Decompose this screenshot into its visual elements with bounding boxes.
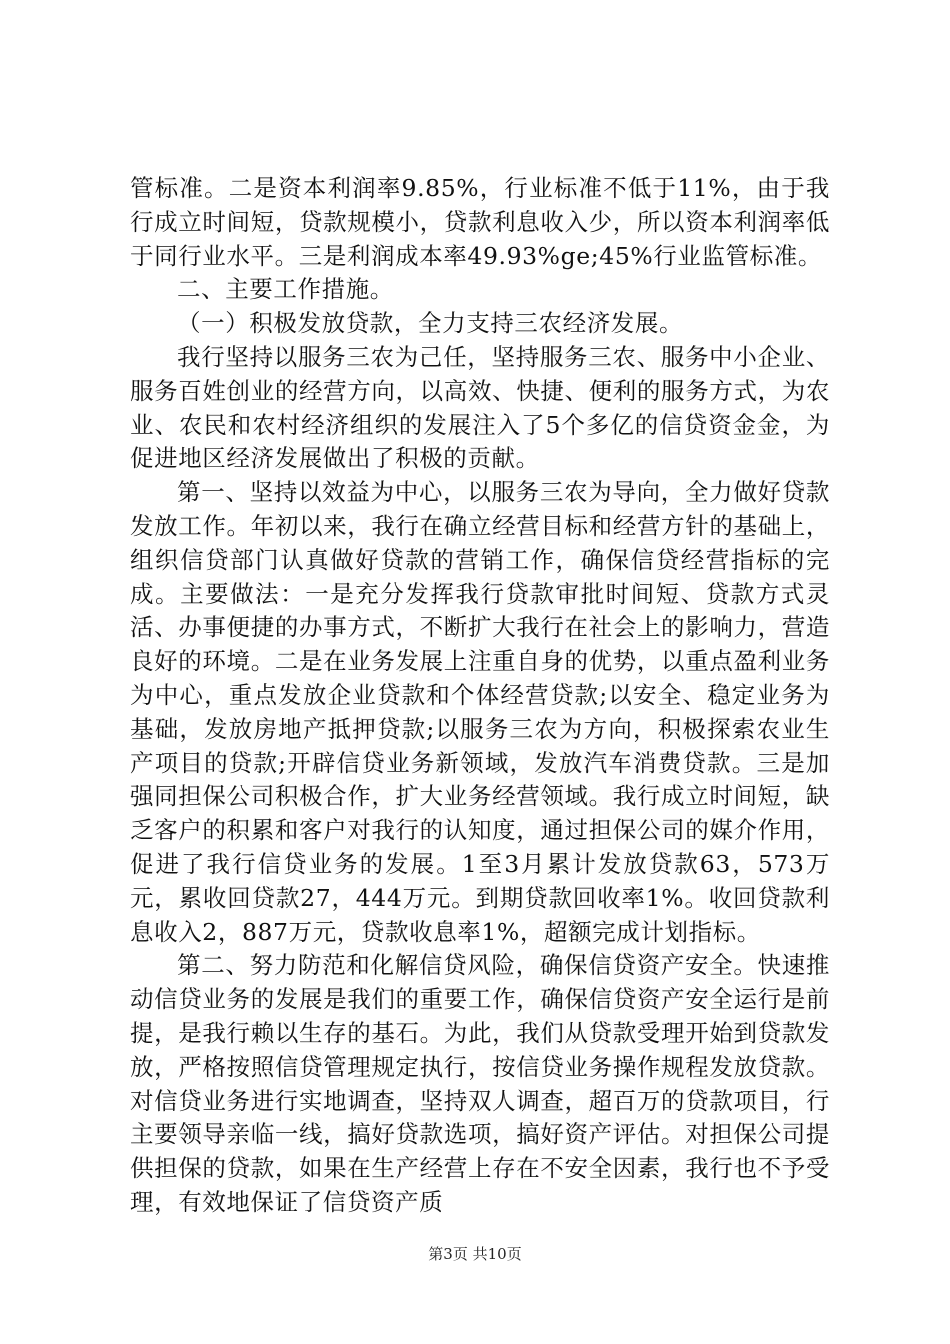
- paragraph-serve-agriculture: 我行坚持以服务三农为己任，坚持服务三农、服务中小企业、服务百姓创业的经营方向，以高效、快捷、便利的服务方式，为农业、农民和农村经济组织的发展注入了5个多亿的信贷资金金，为促进地区经济发展做出了积极的贡献。: [130, 342, 830, 473]
- subheading-loans: （一）积极发放贷款，全力支持三农经济发展。: [177, 309, 684, 338]
- heading-main-measures: 二、主要工作措施。: [177, 275, 394, 304]
- paragraph-capital-profit: 管标准。二是资本利润率9.85%，行业标准不低于11%，由于我行成立时间短，贷款规模小，贷款利息收入少，所以资本利润率低于同行业水平。三是利润成本率49.93%ge;45%行业监管标准。: [130, 174, 830, 270]
- page-number-footer: 第3页 共10页: [428, 1245, 522, 1263]
- paragraph-first-point: 第一、坚持以效益为中心，以服务三农为导向，全力做好贷款发放工作。年初以来，我行在确立经营目标和经营方针的基础上，组织信贷部门认真做好贷款的营销工作，确保信贷经营指标的完成。主要做法：一是充分发挥我行贷款审批时间短、贷款方式灵活、办事便捷的办事方式，不断扩大我行在社会上的影响力，营造良好的环境。二是在业务发展上注重自身的优势，以重点盈利业务为中心，重点发放企业贷款和个体经营贷款;以安全、稳定业务为基础，发放房地产抵押贷款;以服务三农为方向，积极探索农业生产项目的贷款;开辟信贷业务新领域，发放汽车消费贷款。三是加强同担保公司积极合作，扩大业务经营领域。我行成立时间短，缺乏客户的积累和客户对我行的认知度，通过担保公司的媒介作用，促进了我行信贷业务的发展。1至3月累计发放贷款63，573万元，累收回贷款27，444万元。到期贷款回收率1%。收回贷款利息收入2，887万元，贷款收息率1%，超额完成计划指标。: [130, 478, 830, 946]
- paragraph-second-point: 第二、努力防范和化解信贷风险，确保信贷资产安全。快速推动信贷业务的发展是我们的重要工作，确保信贷资产安全运行是前提，是我行赖以生存的基石。为此，我们从贷款受理开始到贷款发放，严格按照信贷管理规定执行，按信贷业务操作规程发放贷款。对信贷业务进行实地调查，坚持双人调查，超百万的贷款项目，行主要领导亲临一线，搞好贷款选项，搞好资产评估。对担保公司提供担保的贷款，如果在生产经营上存在不安全因素，我行也不予受理，有效地保证了信贷资产质: [130, 951, 830, 1216]
- document-body: [130, 172, 830, 1220]
